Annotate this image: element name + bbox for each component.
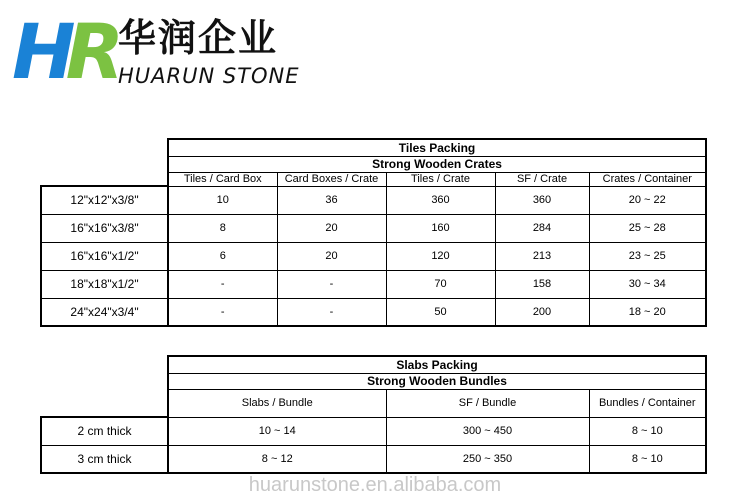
table-row (41, 242, 706, 270)
table-cell: 70 (386, 270, 495, 298)
logo-letter-h: H (12, 7, 66, 96)
slabs-title: Slabs Packing (168, 356, 706, 373)
table-row (41, 417, 706, 445)
table-cell: 20 ~ 22 (589, 186, 706, 214)
table-cell: 284 (495, 214, 589, 242)
row-size-label: 24"x24"x3/4" (41, 298, 168, 326)
table-cell: 8 ~ 12 (168, 445, 386, 473)
table-cell: 300 ~ 450 (386, 417, 589, 445)
table-cell: 23 ~ 25 (589, 242, 706, 270)
column-header: Card Boxes / Crate (277, 172, 386, 186)
table-cell: 6 (168, 242, 277, 270)
table-corner (41, 139, 168, 156)
column-header: Slabs / Bundle (168, 389, 386, 417)
table-cell: 20 (277, 214, 386, 242)
slabs-packing-table (40, 355, 707, 474)
table-cell: 8 ~ 10 (589, 445, 706, 473)
tiles-subtitle: Strong Wooden Crates (168, 156, 706, 172)
table-cell: - (168, 298, 277, 326)
row-size-label: 2 cm thick (41, 417, 168, 445)
row-size-label: 3 cm thick (41, 445, 168, 473)
table-row (41, 214, 706, 242)
column-header: Crates / Container (589, 172, 706, 186)
table-row (41, 445, 706, 473)
table-cell: 360 (495, 186, 589, 214)
table-cell: 50 (386, 298, 495, 326)
table-cell: 250 ~ 350 (386, 445, 589, 473)
tiles-packing-table (40, 138, 707, 327)
logo-letter-r: R (65, 7, 115, 96)
table-cell: - (277, 298, 386, 326)
row-size-label: 18"x18"x1/2" (41, 270, 168, 298)
table-row (41, 270, 706, 298)
slabs-subtitle: Strong Wooden Bundles (168, 373, 706, 389)
table-cell: 200 (495, 298, 589, 326)
column-header: Tiles / Crate (386, 172, 495, 186)
column-header: SF / Crate (495, 172, 589, 186)
table-cell: 160 (386, 214, 495, 242)
table-cell: 8 ~ 10 (589, 417, 706, 445)
table-cell: 30 ~ 34 (589, 270, 706, 298)
row-size-label: 12"x12"x3/8" (41, 186, 168, 214)
table-cell: 20 (277, 242, 386, 270)
column-header: Tiles / Card Box (168, 172, 277, 186)
table-cell: 10 ~ 14 (168, 417, 386, 445)
row-size-label: 16"x16"x1/2" (41, 242, 168, 270)
column-header: Bundles / Container (589, 389, 706, 417)
table-cell: 36 (277, 186, 386, 214)
watermark: huarunstone.en.alibaba.com (248, 474, 502, 496)
logo (12, 7, 115, 96)
table-cell: - (277, 270, 386, 298)
table-cell: 120 (386, 242, 495, 270)
tiles-title: Tiles Packing (168, 139, 706, 156)
table-cell: 18 ~ 20 (589, 298, 706, 326)
table-cell: 10 (168, 186, 277, 214)
brand-english-name: HUARUN STONE (118, 64, 300, 88)
brand-chinese-name: 华润企业 (118, 16, 279, 60)
table-cell: 360 (386, 186, 495, 214)
table-row (41, 298, 706, 326)
table-cell: - (168, 270, 277, 298)
table-cell: 158 (495, 270, 589, 298)
table-cell: 25 ~ 28 (589, 214, 706, 242)
table-cell: 8 (168, 214, 277, 242)
column-header: SF / Bundle (386, 389, 589, 417)
table-cell: 213 (495, 242, 589, 270)
table-row (41, 186, 706, 214)
row-size-label: 16"x16"x3/8" (41, 214, 168, 242)
